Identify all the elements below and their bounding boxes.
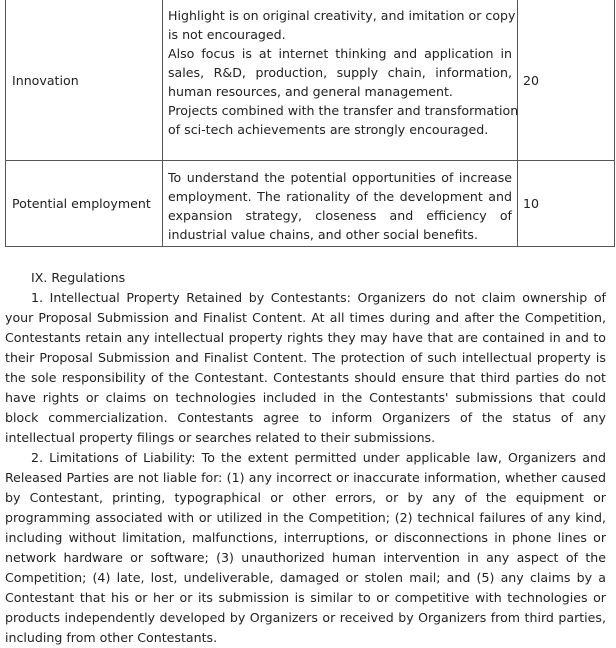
paragraph-line: 1. Intellectual Property Retained by Contestants: Organizers do not claim ownership of	[31, 290, 606, 305]
description-line: expansion strategy, closeness and efficiency of	[168, 208, 512, 223]
description-line: To understand the potential opportunities of increase	[168, 170, 512, 185]
paragraph-line: block commercialization. Contestants agree to inform Organizers of the status of any	[5, 410, 606, 425]
paragraph-line: intellectual property filings or searches related to their submissions.	[5, 430, 436, 445]
description-line: human resources, and general management.	[168, 84, 453, 99]
paragraph-line: the sole responsibility of the Contestant. Contestants should ensure that third parties do not	[5, 370, 606, 385]
criterion-description-cell	[163, 0, 518, 161]
paragraph-line: including without limitation, malfunctions, interruptions, or disconnections in phone lines or	[5, 530, 606, 545]
paragraph-line: their Proposal Submission and Finalist Content. The protection of such intellectual property is	[5, 350, 606, 365]
paragraph-line: Released Parties are not liable for: (1) any incorrect or inaccurate information, whether caused	[5, 470, 606, 485]
criterion-name: Innovation	[12, 72, 79, 88]
regulations-section	[5, 268, 606, 648]
paragraph-line: programming associated with or utilized in the Competition; (2) technical failures of any kind,	[5, 510, 606, 525]
description-line: Projects combined with the transfer and transformation	[168, 103, 519, 118]
criterion-name: Potential employment	[12, 196, 151, 211]
paragraph-line: Competition; (4) late, lost, undeliverable, damaged or stolen mail; and (5) any claims by a	[5, 570, 606, 585]
criterion-score: 10	[523, 196, 540, 211]
criterion-name-cell	[6, 161, 163, 247]
paragraph-line: 2. Limitations of Liability: To the extent permitted under applicable law, Organizers and	[31, 450, 606, 465]
description-line: Highlight is on original creativity, and imitation or copy	[168, 8, 516, 23]
criterion-score: 20	[523, 72, 540, 88]
section-heading: IX. Regulations	[31, 270, 126, 285]
criterion-score-cell	[518, 161, 615, 247]
description-line: Also focus is at internet thinking and application in	[168, 46, 512, 61]
description-line: industrial value chains, and other social benefits.	[168, 227, 478, 242]
description-line: sales, R&D, production, supply chain, information,	[168, 65, 512, 80]
criterion-name-cell	[6, 0, 163, 161]
paragraph-line: Contestants retain any intellectual property rights they may have that are contained in and to	[5, 330, 606, 345]
criterion-score-cell	[518, 0, 615, 161]
paragraph-line: Contestant that his or her or its submission is similar to or competitive with technologies or	[5, 590, 606, 605]
paragraph-line: have rights or claims on technologies included in the Contestants' submissions that could	[5, 390, 606, 405]
paragraph-line: products independently developed by Organizers or received by Organizers from third parties,	[5, 610, 606, 625]
paragraph-line: including from other Contestants.	[5, 630, 218, 645]
criterion-description-cell	[163, 161, 518, 247]
evaluation-criteria-table	[5, 0, 615, 247]
table-row	[6, 0, 615, 161]
description-line: employment. The rationality of the development and	[168, 189, 512, 204]
table-row	[6, 161, 615, 247]
description-line: of sci-tech achievements are strongly encouraged.	[168, 122, 489, 137]
paragraph-line: network hardware or software; (3) unauthorized human intervention in any aspect of the	[5, 550, 606, 565]
paragraph-line: your Proposal Submission and Finalist Content. At all times during and after the Competition,	[5, 310, 606, 325]
paragraph-line: by Contestant, printing, typographical or other errors, or by any of the equipment or	[5, 490, 606, 505]
description-line: is not encouraged.	[168, 27, 286, 42]
